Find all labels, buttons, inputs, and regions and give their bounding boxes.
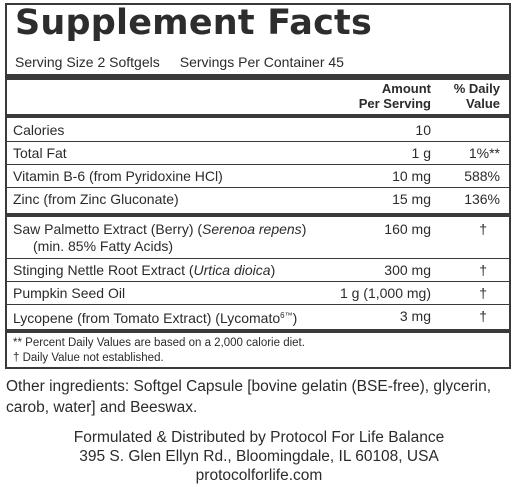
medium-rule (7, 114, 509, 118)
nutrient-row (7, 119, 509, 141)
nutrient-name: Vitamin B-6 (from Pyridoxine HCl) (13, 168, 223, 184)
footnote-dagger: † Daily Value not established. (13, 352, 164, 364)
nutrient-row (7, 165, 509, 187)
nutrient-row (7, 188, 509, 210)
nutrient-name: Calories (13, 122, 65, 138)
ingredient-amount: 1 g (1,000 mg) (339, 285, 431, 301)
header-amount-line1: Amount (381, 81, 431, 96)
manufacturer-line: Formulated & Distributed by Protocol For Life Balance (73, 429, 445, 446)
footnotes (13, 336, 305, 366)
nutrient-daily-value: 588% (464, 168, 500, 184)
medium-rule (7, 213, 509, 217)
ingredient-amount: 300 mg (384, 262, 431, 278)
ingredient-daily-value: † (479, 221, 487, 237)
ingredient-name: Lycopene (from Tomato Extract) (Lycomato$^{6™}$) (13, 310, 298, 326)
ingredient-row (7, 218, 509, 256)
panel-title: Supplement Facts (15, 3, 372, 43)
nutrient-amount: 15 mg (392, 191, 431, 207)
ingredient-name-line2: (min. 85% Fatty Acids) (33, 238, 174, 254)
manufacturer-info (0, 428, 518, 485)
thick-rule (7, 74, 509, 80)
serving-info (15, 53, 344, 71)
ingredient-row (7, 305, 509, 327)
nutrient-amount: 1 g (411, 145, 431, 161)
medium-rule (7, 329, 509, 333)
serving-size: Serving Size 2 Softgels (15, 54, 160, 70)
header-daily-value (454, 81, 500, 111)
ingredient-amount: 160 mg (384, 221, 431, 237)
header-amount-line2: Per Serving (358, 96, 431, 111)
nutrient-daily-value: 1%** (468, 145, 500, 161)
ingredient-daily-value: † (479, 262, 487, 278)
ingredient-row (7, 282, 509, 304)
ingredient-amount: 3 mg (399, 308, 431, 324)
nutrient-name: Zinc (from Zinc Gluconate) (13, 191, 179, 207)
supplement-facts-panel (5, 3, 511, 369)
footnote-percent-dv: ** Percent Daily Values are based on a 2,000 calorie diet. (13, 337, 305, 349)
servings-per-container: Servings Per Container 45 (179, 54, 344, 70)
header-dv-line1: % Daily (453, 81, 500, 96)
header-amount (359, 81, 431, 111)
header-dv-line2: Value (466, 96, 500, 111)
other-ingredients: Other ingredients: Softgel Capsule [bovine gelatin (BSE-free), glycerin, carob, water] and Beeswax. (6, 378, 492, 416)
address-line: 395 S. Glen Ellyn Rd., Bloomingdale, IL 60108, USA (79, 448, 439, 465)
ingredient-row (7, 259, 509, 281)
ingredient-name: Pumpkin Seed Oil (13, 285, 126, 301)
nutrient-daily-value: 136% (464, 191, 500, 207)
website-line: protocolforlife.com (195, 467, 323, 484)
nutrient-amount: 10 mg (392, 168, 431, 184)
ingredient-daily-value: † (479, 285, 487, 301)
nutrient-name: Total Fat (13, 145, 67, 161)
ingredient-name: Saw Palmetto Extract (Berry) (Serenoa repens) (13, 221, 307, 237)
ingredient-daily-value: † (479, 308, 487, 324)
nutrient-row (7, 142, 509, 164)
ingredient-name: Stinging Nettle Root Extract (Urtica dioica) (13, 262, 276, 278)
nutrient-amount: 10 (415, 122, 431, 138)
